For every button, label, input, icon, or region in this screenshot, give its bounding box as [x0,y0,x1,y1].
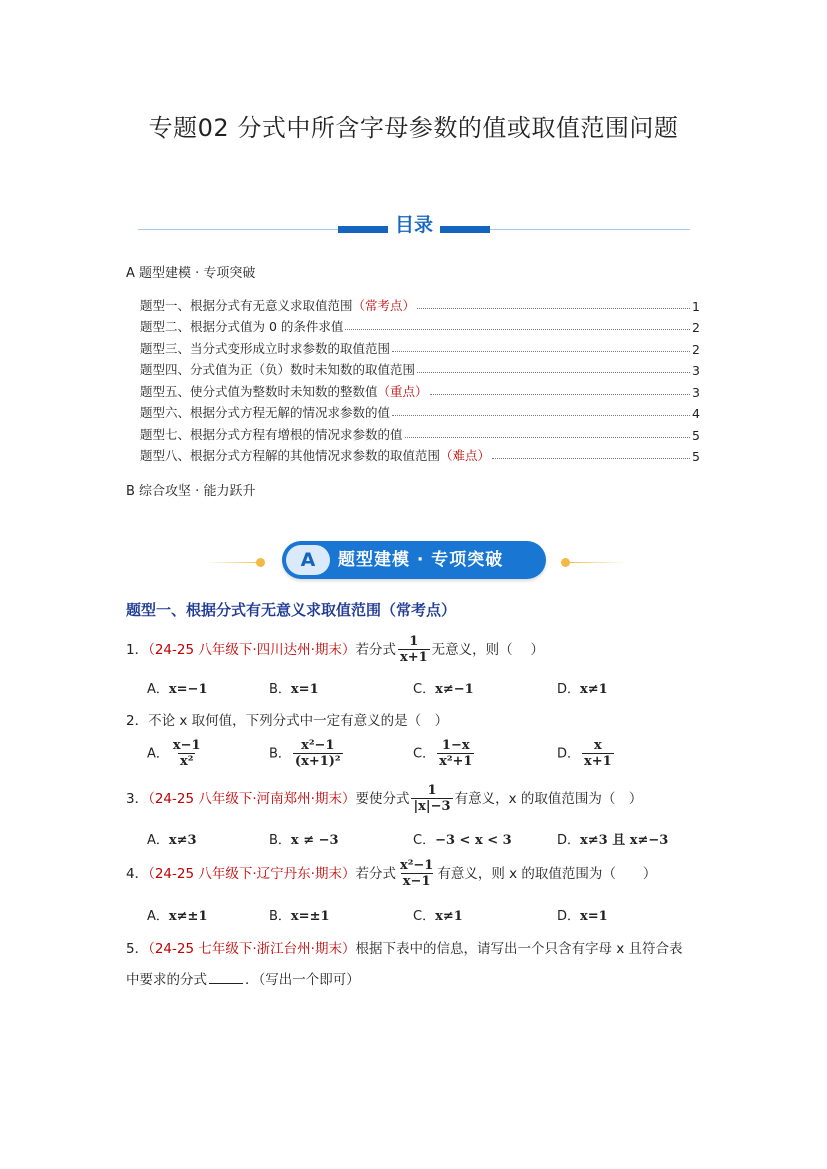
page-title: 专题02 分式中所含字母参数的值或取值范围问题 [148,114,679,142]
toc-line-left [138,229,338,230]
toc-item[interactable]: 题型五、使分式值为整数时未知数的整数值 （重点） 3 [140,383,700,400]
question-3: 3．（24-25 八年级下·河南郑州·期末）要使分式 $\frac{1}{|x|-3}$ 有意义，x 的取值范围为（ ） [126,783,643,814]
option-b[interactable]: B．x ≠ −3 [269,833,339,848]
question-1: 1．（24-25 八年级下·四川达州·期末）若分式 $\frac{1}{x+1}$ 无意义，则（ ） [126,634,544,665]
type1-heading: 题型一、根据分式有无意义求取值范围（常考点） [126,601,457,619]
section-banner [0,541,827,581]
option-d[interactable]: D． $\frac{x}{x+1}$ [557,738,612,769]
question-2: 2．不论 x 取何值，下列分式中一定有意义的是（ ） [126,713,449,729]
option-b[interactable]: B． $\frac{\text{x²−1}}{\text{(x+1)²}}$ [269,738,341,769]
toc-item[interactable]: 题型一、根据分式有无意义求取值范围 （常考点） 1 [140,297,700,314]
toc-item[interactable]: 题型七、根据分式方程有增根的情况求参数的值 5 [140,426,700,443]
toc-heading: 目录 [394,214,433,236]
option-d[interactable]: D．x=1 [557,909,608,924]
question-4: 4．（24-25 八年级下·辽宁丹东·期末）若分式 $\frac{\text{x²−1}}{x-1}$ 有意义，则 x 的取值范围为（ ） [126,858,657,889]
toc-list [140,292,700,464]
option-c[interactable]: C．x≠1 [413,909,463,924]
banner-letter: A [286,545,330,575]
banner-title: 题型建模 · 专项突破 [338,550,504,570]
option-a[interactable]: A．x=−1 [147,682,208,697]
toc-item[interactable]: 题型四、分式值为正（负）数时未知数的取值范围 3 [140,362,700,378]
question-5-line2: 中要求的分式 ．（写出一个即可） [126,972,360,988]
toc-bar-left [338,226,388,233]
option-a[interactable]: A．x≠±1 [147,909,208,924]
toc-heading-bar [138,210,690,240]
banner-dot-left [256,558,265,567]
toc-item[interactable]: 题型三、当分式变形成立时求参数的取值范围 2 [140,340,700,357]
toc-bar-right [440,226,490,233]
fraction: $\frac{\text{x²−1}}{x-1}$ [399,858,434,889]
answer-blank[interactable] [209,983,243,984]
toc-item[interactable]: 题型二、根据分式值为 0 的条件求值 2 [140,319,700,335]
option-d[interactable]: D．x≠1 [557,682,608,697]
option-d[interactable]: D．x≠3 且 x≠−3 [557,833,669,848]
fraction: $\frac{1}{|x|-3}$ [413,783,451,814]
option-c[interactable]: C． $\frac{1-x}{\text{x²+1}}$ [413,738,473,769]
toc-section-a[interactable]: A 题型建模 · 专项突破 [126,266,256,281]
option-a[interactable]: A． $\frac{x-1}{\text{x²}}$ [147,738,201,769]
option-c[interactable]: C．−3 < x < 3 [413,833,512,848]
toc-item[interactable]: 题型六、根据分式方程无解的情况求参数的值 4 [140,405,700,421]
question-5: 5．（24-25 七年级下·浙江台州·期末）根据下表中的信息，请写出一个只含有字母 x 且符合表 [126,941,683,957]
banner-pill [282,541,546,579]
fraction: $\frac{1}{x+1}$ [399,634,428,665]
option-b[interactable]: B．x=1 [269,682,319,697]
option-a[interactable]: A．x≠3 [147,833,197,848]
toc-section-b[interactable]: B 综合攻坚 · 能力跃升 [126,484,256,499]
toc-item[interactable]: 题型八、根据分式方程解的其他情况求参数的取值范围 （难点） 5 [140,448,700,464]
toc-line-right [490,229,690,230]
option-c[interactable]: C．x≠−1 [413,682,474,697]
option-b[interactable]: B．x=±1 [269,909,330,924]
